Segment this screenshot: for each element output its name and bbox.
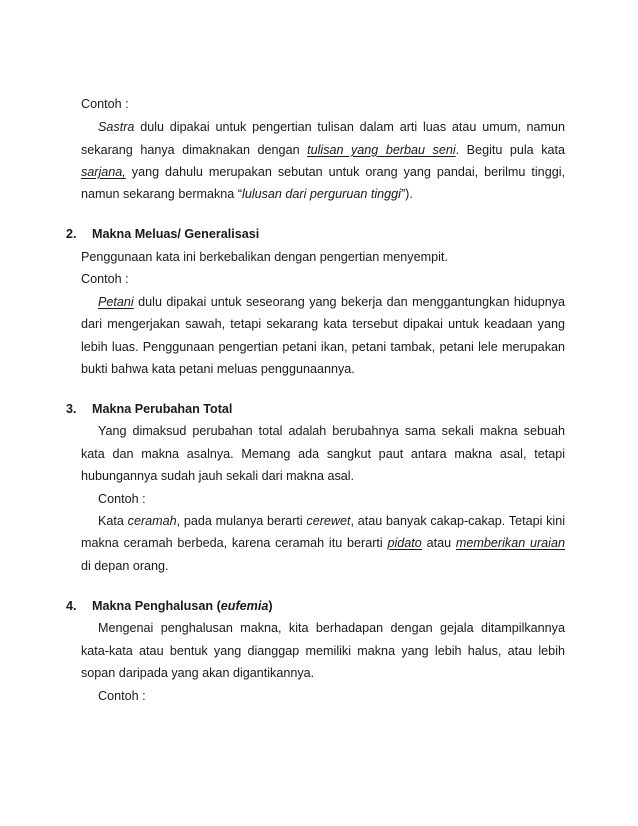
section-2-contoh: Contoh : [81, 272, 129, 286]
section-number: 3. [66, 402, 77, 416]
section-3-example-1: Kata ceramah, pada mulanya berarti cerewet, atau banyak cakap-cakap. Tetapi kini [98, 514, 566, 528]
section-title: Makna Penghalusan (eufemia) [92, 599, 273, 613]
section-3-contoh: Contoh : [98, 492, 146, 506]
section-3-line-3: hubungannya sudah jauh sekali dari makna asal. [81, 469, 355, 483]
section-3-line-2: kata dan makna asalnya. Memang ada sangkut paut antara makna asal, tetapi [81, 447, 565, 461]
section-number: 2. [66, 227, 77, 241]
section-3-line-1: Yang dimaksud perubahan total adalah berubahnya sama sekali makna sebuah [98, 424, 565, 438]
contoh-label: Contoh : [81, 97, 129, 111]
section-number: 4. [66, 599, 77, 613]
section-2-line-3: lebih luas. Penggunaan pengertian petani ikan, petani tambak, petani lele merupakan [81, 340, 565, 354]
section-title: Makna Perubahan Total [92, 402, 233, 416]
section-4-line-2: kata-kata atau bentuk yang dianggap memiliki makna yang lebih halus, atau lebih [81, 644, 565, 658]
section-2-desc: Penggunaan kata ini berkebalikan dengan pengertian menyempit. [81, 250, 448, 264]
section-2-line-2: dari mengerjakan sawah, tetapi sekarang kata tersebut dipakai untuk keadaan yang [81, 317, 565, 331]
intro-line-1: Sastra dulu dipakai untuk pengertian tulisan dalam arti luas atau umum, namun [98, 120, 565, 134]
section-3-example-3: di depan orang. [81, 559, 169, 573]
section-2-line-4: bukti bahwa kata petani meluas penggunaannya. [81, 362, 355, 376]
section-3-example-2: makna ceramah berbeda, karena ceramah itu berarti pidato atau memberikan uraian [81, 536, 565, 550]
section-4-contoh: Contoh : [98, 689, 146, 703]
section-4-line-3: sopan daripada yang akan digantikannya. [81, 666, 315, 680]
section-2-line-1: Petani dulu dipakai untuk seseorang yang bekerja dan menggantungkan hidupnya [98, 295, 565, 309]
section-4-line-1: Mengenai penghalusan makna, kita berhadapan dengan gejala ditampilkannya [98, 621, 565, 635]
intro-line-3: sarjana, yang dahulu merupakan sebutan untuk orang yang pandai, berilmu tinggi, [81, 165, 565, 179]
section-title: Makna Meluas/ Generalisasi [92, 227, 260, 241]
intro-line-4: namun sekarang bermakna “lulusan dari perguruan tinggi”). [81, 187, 413, 201]
intro-line-2: sekarang hanya dimaknakan dengan tulisan yang berbau seni. Begitu pula kata [81, 143, 565, 157]
